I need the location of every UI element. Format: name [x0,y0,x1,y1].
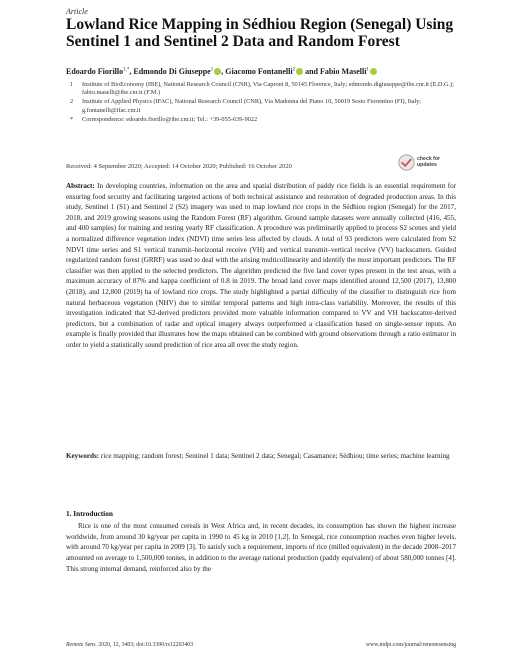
affiliation-text: Institute of BioEconomy (IBE), National Research Council (CNR), Via Caproni 8, 50145 Florence, Italy; edmondo.digiuseppe@ibe.cnr.it (E.D.G.); fabio.maselli@ibe.cnr.it (F.M.) [82,81,455,97]
abstract-label: Abstract: [66,182,95,190]
author-name: Fabio Maselli [319,67,367,76]
affiliation-text: Institute of Applied Physics (IFAC), National Research Council (CNR), Via Madonna del Piano 10, 50019 Sesto Fiorentino (FI), Italy; g.fontanelli@ifac.cnr.it [82,98,422,114]
abstract [66,181,456,351]
correspondence-item [70,116,470,124]
author-list: Edoardo Fiorillo$^{1,*}$, Edmondo Di Giuseppe$^1$ , Giacomo Fontanelli$^2$ and Fabio Maselli$^1$ [66,67,456,76]
keywords [66,451,456,462]
affiliation-item [70,81,470,97]
paper-title: Lowland Rice Mapping in Sédhiou Region (Senegal) Using Sentinel 1 and Sentinel 2 Data and Random Forest [66,16,454,50]
author-name: Edoardo Fiorillo [66,67,124,76]
footer-citation [66,642,193,648]
article-type-label: Article [66,7,88,16]
affiliation-mark: 1 [70,81,74,88]
affiliation-item [70,98,470,114]
author-affiliation-mark: 1 [366,67,369,73]
check-for-updates-badge[interactable] [398,154,440,171]
journal-name: Remote Sens. [66,642,97,648]
publication-dates: Received: 4 September 2020; Accepted: 14 October 2020; Published: 16 October 2020 [66,163,292,170]
affiliation-list [70,81,470,125]
author-affiliation-mark: 2 [292,67,296,73]
check-updates-icon [398,154,415,171]
author-affiliation-mark: 1 [210,67,214,73]
affiliation-mark: 2 [70,98,74,106]
affiliation-mark: * [70,115,74,123]
orcid-icon[interactable] [370,68,377,75]
footer-website-link[interactable]: www.mdpi.com/journal/remotesensing [365,642,456,648]
abstract-text: In developing countries, information on the area and spatial distribution of paddy rice fields is an essential requirement for ensuring food security and facilitating targeted actions of both technical assistance and restoration of degraded production areas. In this study, Sentinel 1 (S1) and Sentinel 2 (S2) imagery was used to map lowland rice crops in the Sédhiou region (Senegal) for the 2017, 2018, and 2019 growing seasons using the Random Forest (RF) algorithm. Ground sample datasets were annually collected (416, 455, and 400 samples) for training and testing yearly RF classification. A procedure was preliminarily applied to process S2 scenes and yield a normalized difference vegetation index (NDVI) time series less affected by clouds. A total of 93 predictors were calculated from S2 NDVI time series and S1 vertical transmit–horizontal receive (VH) and vertical transmit–vertical receive (VV) backscatters. Guided regularized random forest (GRRF) was used to deal with the arising multicollinearity and identify the most important predictors. The RF classifier was then applied to the selected predictors. The algorithm predicted the five land cover types present in the test areas, with a maximum accuracy of 87% and kappa coefficient of 0.8 in 2019. The broad land cover maps identified around 12,500 (2017), 13,800 (2018), and 12,800 (2019) ha of lowland rice crops. The study highlighted a partial difficulty of the classifier to distinguish rice from natural herbaceous vegetation (NHV) due to similar temporal patterns and high intra-class variability. Moreover, the results of this investigation indicated that S2-derived predictors provided more valuable information compared to VV and VH backscatter-derived predictors, but a combination of radar and optical imagery always outperformed a classification based on single-sensor inputs. An example is finally provided that illustrates how the maps obtained can be combined with ground observations through a ratio estimator in order to yield a statistically sound prediction of rice area all over the study region. [66,182,457,349]
author-affiliation-mark: 1,* [123,67,130,73]
keywords-text: rice mapping; random forest; Sentinel 1 data; Sentinel 2 data; Senegal; Casamance; Sédhiou; time series; machine learning [100,452,450,460]
section-heading-introduction: 1. Introduction [66,509,113,518]
check-updates-label: check for updates [417,155,441,168]
introduction-paragraph: Rice is one of the most consumed cereals in West Africa and, in recent decades, its consumption has shown the highest increase worldwide, from around 30 kg/year per capita in 1990 to 45 kg in 2010 [1,2]. In Senegal, rice consumption reaches even higher levels, with around 70 kg/year per capita in 2009 [3]. To satisfy such a requirement, imports of rice (milled equivalent) in the decade 2008–2017 amounted on average to 1,500,000 tonnes, in addition to the average national production (paddy equivalent) of about 580,000 tonnes [4]. This strong internal demand, reinforced also by the [66,522,456,573]
orcid-icon[interactable] [296,68,303,75]
citation-text: 2020, 12, 3403; doi:10.3390/rs12203403 [98,642,194,648]
author-name: Edmondo Di Giuseppe [133,67,211,76]
correspondence-text: Correspondence: edoardo.fiorillo@ibe.cnr.it; Tel.: +39-055-639-9022 [82,115,258,123]
keywords-label: Keywords: [66,452,100,460]
author-name: Giacomo Fontanelli [225,67,293,76]
orcid-icon[interactable] [214,68,221,75]
